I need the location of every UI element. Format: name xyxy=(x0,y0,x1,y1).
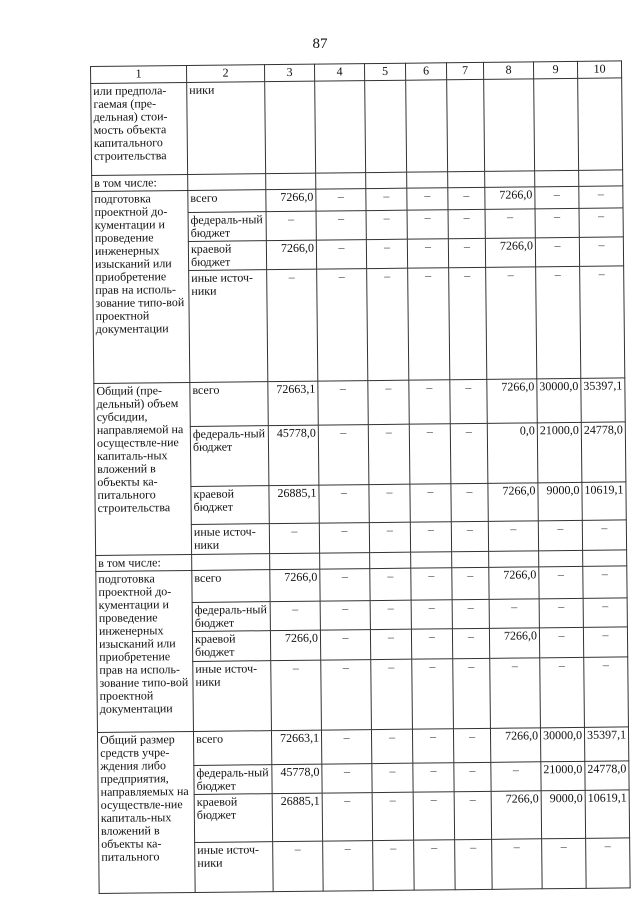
value-cell: – xyxy=(454,762,491,791)
table-row xyxy=(97,727,628,767)
value-cell: – xyxy=(414,840,456,890)
value-cell: – xyxy=(579,208,623,237)
value-cell: – xyxy=(412,729,453,763)
value-cell: – xyxy=(539,566,583,598)
value-cell: 45778,0 xyxy=(272,764,322,794)
source-label: федераль-ный бюджет xyxy=(188,212,266,242)
value-cell: – xyxy=(370,600,411,629)
empty-cell xyxy=(188,174,266,191)
value-cell: – xyxy=(273,841,324,892)
value-cell: 7266,0 xyxy=(266,189,316,212)
value-cell: – xyxy=(583,598,627,627)
value-cell: – xyxy=(539,598,583,627)
column-header: 5 xyxy=(364,63,405,80)
value-cell: – xyxy=(372,792,414,840)
value-cell: – xyxy=(319,485,369,524)
value-cell: 72663,1 xyxy=(268,381,318,426)
value-cell: – xyxy=(368,424,410,484)
value-cell: – xyxy=(371,729,412,763)
value-cell: 26885,1 xyxy=(272,793,322,842)
value-cell: – xyxy=(584,657,629,727)
source-label: федераль-ный бюджет xyxy=(194,765,272,795)
value-cell: – xyxy=(486,267,537,380)
value-cell: – xyxy=(412,659,454,729)
value-cell: – xyxy=(322,764,372,794)
value-cell: 10619,1 xyxy=(582,482,626,520)
value-cell: – xyxy=(413,792,455,840)
empty-cell xyxy=(447,79,485,171)
source-label: всего xyxy=(193,731,271,766)
value-cell: – xyxy=(369,522,410,552)
value-cell: – xyxy=(410,522,451,552)
column-header: 10 xyxy=(577,61,621,78)
value-cell: 7266,0 xyxy=(485,187,535,210)
value-cell: – xyxy=(411,568,452,600)
value-cell: – xyxy=(490,658,541,729)
value-cell: – xyxy=(453,658,491,728)
value-cell: 21000,0 xyxy=(537,422,582,482)
subtitle: в том числе: xyxy=(92,174,188,191)
value-cell: 30000,0 xyxy=(540,727,584,761)
value-cell: 9000,0 xyxy=(538,482,582,520)
value-cell: – xyxy=(318,381,368,426)
value-cell: – xyxy=(536,266,581,378)
value-cell: 7266,0 xyxy=(270,569,320,602)
value-cell: – xyxy=(451,483,488,521)
value-cell: – xyxy=(320,569,370,602)
value-cell: – xyxy=(371,659,413,729)
value-cell: 7266,0 xyxy=(491,791,541,840)
value-cell: – xyxy=(408,268,450,380)
value-cell: – xyxy=(270,601,320,631)
source-label: краевой бюджет xyxy=(188,241,266,271)
value-cell: 26885,1 xyxy=(269,485,319,524)
value-cell: – xyxy=(449,267,487,379)
value-cell: – xyxy=(267,269,318,382)
value-cell: – xyxy=(489,599,539,629)
empty-cell xyxy=(448,171,485,187)
empty-cell xyxy=(320,553,370,570)
value-cell: 7266,0 xyxy=(487,379,537,424)
value-cell: – xyxy=(366,188,407,210)
value-cell: – xyxy=(448,238,485,267)
value-cell: – xyxy=(316,240,366,270)
value-cell: – xyxy=(450,423,488,483)
empty-cell xyxy=(583,550,627,566)
empty-cell xyxy=(370,552,411,568)
value-cell: – xyxy=(452,628,489,658)
value-cell: – xyxy=(321,730,371,765)
value-cell: – xyxy=(271,660,322,731)
row-label: Общий (пре-дельный) объем субсидии, направляемой на осуществле-ние капиталь-ных вложений в объекты ка-питального строительства xyxy=(94,382,192,555)
value-cell: – xyxy=(579,186,623,208)
value-cell: 24778,0 xyxy=(585,761,629,790)
value-cell: 10619,1 xyxy=(585,790,630,838)
value-cell: 30000,0 xyxy=(537,378,581,422)
value-cell: – xyxy=(454,791,492,839)
value-cell: – xyxy=(368,380,409,424)
column-header: 1 xyxy=(91,65,187,83)
value-cell: – xyxy=(370,568,411,600)
value-cell: – xyxy=(407,239,448,268)
row-label: Общий размер средств учре-ждения либо предприятия, направляемых на осуществле-ние капиталь-ных вложений в объекты ка-питального xyxy=(97,731,195,893)
value-cell: 45778,0 xyxy=(268,425,319,486)
value-cell: – xyxy=(586,838,631,888)
value-cell: – xyxy=(410,484,451,522)
value-cell: – xyxy=(535,186,579,208)
value-cell: – xyxy=(453,728,490,762)
source-label: федераль-ный бюджет xyxy=(192,602,270,632)
value-cell: – xyxy=(407,188,448,210)
source-label: краевой бюджет xyxy=(194,794,272,843)
empty-cell xyxy=(484,79,535,172)
value-cell: – xyxy=(407,210,448,239)
value-cell: – xyxy=(580,266,625,378)
empty-cell xyxy=(365,80,407,172)
value-cell: – xyxy=(316,211,366,241)
value-cell: 7266,0 xyxy=(489,567,539,600)
value-cell: – xyxy=(321,660,372,731)
source-label: иные источ-ники xyxy=(193,661,272,732)
empty-cell xyxy=(578,78,623,170)
value-cell: – xyxy=(373,840,415,890)
page-number: 87 xyxy=(312,36,328,52)
value-cell: – xyxy=(316,189,366,212)
value-cell: 7266,0 xyxy=(485,238,535,268)
source-label: краевой бюджет xyxy=(192,631,270,662)
empty-cell xyxy=(411,552,452,568)
value-cell: 35397,1 xyxy=(584,727,628,761)
source-label: всего xyxy=(190,382,268,427)
empty-cell xyxy=(534,78,579,170)
empty-cell xyxy=(316,173,366,190)
subtitle: в том числе: xyxy=(96,554,192,571)
value-cell: – xyxy=(367,268,409,380)
value-cell: – xyxy=(539,627,583,657)
value-cell: – xyxy=(366,210,407,239)
value-cell: – xyxy=(451,521,488,551)
value-cell: – xyxy=(319,523,369,554)
value-cell: – xyxy=(448,187,485,209)
value-cell: – xyxy=(266,211,316,241)
empty-cell xyxy=(489,551,539,568)
value-cell: – xyxy=(370,629,411,659)
column-header: 7 xyxy=(446,62,483,79)
value-cell: – xyxy=(318,425,369,486)
value-cell: – xyxy=(491,762,541,792)
value-cell: 21000,0 xyxy=(541,761,585,790)
empty-cell xyxy=(485,171,535,188)
column-header: 3 xyxy=(264,64,314,82)
value-cell: – xyxy=(583,566,627,598)
value-cell: – xyxy=(320,630,370,661)
intro-row xyxy=(91,78,623,176)
value-cell: – xyxy=(538,520,582,550)
value-cell: – xyxy=(535,237,579,266)
column-header: 2 xyxy=(186,65,264,83)
value-cell: – xyxy=(455,839,493,889)
value-cell: 24778,0 xyxy=(581,422,626,482)
value-cell: – xyxy=(411,629,452,659)
empty-cell xyxy=(407,172,448,188)
source-label: федераль-ный бюджет xyxy=(190,426,269,487)
value-cell: – xyxy=(372,763,413,792)
source-label: всего xyxy=(188,190,266,213)
value-cell: – xyxy=(452,599,489,628)
column-header: 6 xyxy=(405,63,446,80)
value-cell: 9000,0 xyxy=(541,790,586,838)
table-body xyxy=(91,61,631,894)
source-label: иные источ-ники xyxy=(191,524,269,555)
empty-cell xyxy=(452,551,489,567)
budget-table xyxy=(90,60,631,894)
value-cell: 72663,1 xyxy=(271,730,321,765)
value-cell: 7266,0 xyxy=(266,240,316,270)
empty-cell xyxy=(192,554,270,571)
value-cell: – xyxy=(413,763,454,792)
value-cell: – xyxy=(583,627,627,657)
value-cell: – xyxy=(492,839,543,890)
empty-cell xyxy=(265,81,316,174)
value-cell: – xyxy=(320,601,370,631)
empty-cell xyxy=(266,173,316,190)
value-cell: 7266,0 xyxy=(488,483,538,522)
column-header: 9 xyxy=(533,61,577,78)
value-cell: – xyxy=(488,521,538,552)
value-cell: – xyxy=(269,523,319,554)
source-label: краевой бюджет xyxy=(191,486,269,525)
value-cell: – xyxy=(485,209,535,239)
empty-cell xyxy=(270,553,320,570)
value-cell: – xyxy=(369,484,410,522)
source-label: всего xyxy=(192,570,270,603)
value-cell: – xyxy=(452,567,489,599)
value-cell: – xyxy=(409,424,451,484)
value-cell: – xyxy=(323,841,374,892)
column-header: 4 xyxy=(314,64,364,82)
table-row xyxy=(94,378,625,428)
value-cell: 7266,0 xyxy=(489,628,539,659)
value-cell: 35397,1 xyxy=(581,378,625,422)
column-header: 8 xyxy=(483,62,533,80)
value-cell: 7266,0 xyxy=(490,728,540,763)
row-label: подготовка проектной до-кументации и проведение инженерных изысканий или приобретение прав на исполь-зование типо-вой проектной документации xyxy=(96,570,194,732)
source-label: иные источ-ники xyxy=(195,842,274,893)
row-label: или предпола-гаемая (пре-дельная) стои-мость объекта капитального строительства xyxy=(91,82,188,175)
value-cell: – xyxy=(582,520,626,550)
value-cell: – xyxy=(409,380,450,424)
value-cell: 0,0 xyxy=(487,423,538,484)
source-label: иные источ-ники xyxy=(189,270,268,383)
value-cell: – xyxy=(366,239,407,268)
row-label: подготовка проектной до-кументации и проведение инженерных изысканий или приобретение прав на исполь-зование типо-вой проектной документации xyxy=(92,190,190,383)
value-cell: – xyxy=(317,269,368,382)
value-cell: – xyxy=(450,379,487,423)
value-cell: – xyxy=(542,838,587,888)
empty-cell xyxy=(366,172,407,188)
value-cell: – xyxy=(540,657,585,727)
empty-cell xyxy=(539,550,583,566)
value-cell: – xyxy=(411,600,452,629)
source-label: ники xyxy=(187,82,266,175)
value-cell: – xyxy=(535,208,579,237)
value-cell: – xyxy=(579,237,623,266)
empty-cell xyxy=(579,170,623,186)
empty-cell xyxy=(315,81,366,174)
empty-cell xyxy=(406,80,448,172)
empty-cell xyxy=(535,170,579,186)
value-cell: 7266,0 xyxy=(270,630,320,661)
value-cell: – xyxy=(322,793,372,842)
value-cell: – xyxy=(448,209,485,238)
